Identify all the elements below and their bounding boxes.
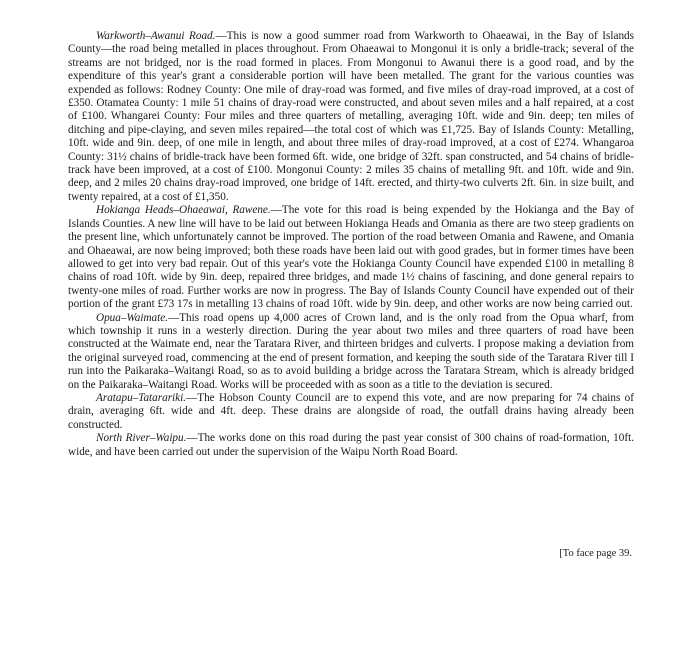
paragraph-text: —This is now a good summer road from Warkworth to Ohaeawai, in the Bay of Islands County—the road being metalled in places throughout. From Ohaeawai to Mongonui it is only a bridle-track; several of the streams are not bridged, nor is the road formed in places. From Mongonui to Awanui there is a good road, and by the expenditure of this year's grant a considerable portion will have been metalled. The grant for the various counties was expended as follows: Rodney County: One mile of dray-road was formed, and five miles of dray-road improved, at a cost of £350. Otamatea County: 1 mile 51 chains of dray-road were constructed, and about seven miles and a half repaired, at a cost of £100. Whangarei County: Four miles and three quarters of metalling, averaging 10ft. wide and 9in. deep; ten miles of ditching and pipe-claying, and seven miles repaired—the total cost of which was £1,725. Bay of Islands County: Metalling, 10ft. wide and 9in. deep, of one mile in length, and about three miles of dray-road improved, at a cost of £274. Whangaroa County: 31½ chains of bridle-track have been formed 6ft. wide, one bridge of 32ft. span constructed, and 54 chains of bridle-track have been improved, at a cost of £100. Mongonui County: 2 miles 35 chains of metalling 9ft. and 10ft. wide and 9in. deep, and 2 miles 20 chains dray-road improved, one bridge of 14ft. erected, and thirty-two culverts 2ft. 6in. in size built, and twenty repaired, at a cost of £1,350. xyxy=(68,30,635,203)
paragraph-text: —This road opens up 4,000 acres of Crown land, and is the only road from the Opua wharf, from which township it runs in a westerly direction. During the year about two miles and three quarters of road have been constructed at the Waimate end, near the Taratara River, and thirteen bridges and culverts. I propose making a deviation from the original surveyed road, commencing at the end of present formation, and keeping the south side of the Taratara River till I run into the Paikaraka–Waitangi Road, so as to avoid building a bridge across the Taratara Stream, which is already bridged on the Paikaraka–Waitangi Road. Works will be proceeded with as soon as a title to the deviation is secured. xyxy=(68,311,634,391)
paragraph-heading: North River–Waipu. xyxy=(96,432,187,445)
paragraph-heading: Aratapu–Tatarariki. xyxy=(96,391,187,404)
paragraph-hokianga-heads xyxy=(68,204,634,311)
paragraph-heading: Warkworth–Awanui Road. xyxy=(96,30,216,42)
paragraph-opua-waimate xyxy=(68,312,634,392)
paragraph-text: —The works done on this road during the past year consist of 300 chains of road-formation, 10ft. wide, and have been carried out under the supervision of the Waipu North Road Board. xyxy=(68,432,634,458)
page-footer-note: [To face page 39. xyxy=(559,548,632,559)
document-body xyxy=(68,30,634,459)
paragraph-text: —The vote for this road is being expended by the Hokianga and the Bay of Islands Counties. A new line will have to be laid out between Hokianga Heads and Omania as there are two steep gradients on the present line, which unfortunately cannot be improved. The portion of the road between Omania and Rawene, and Omania and Ohaeawai, are now being improved; both these roads have been laid out with good grades, but in former times have been allowed to get into very bad repair. Out of this year's vote the Hokianga County Council have expended £100 in metalling 8 chains of road 10ft. wide by 9in. deep, repaired three bridges, and made 1½ chains of fascining, and done general repairs to twenty-one miles of road. Further works are now in progress. The Bay of Islands County Council have expended out of their portion of the grant £73 17s in metalling 13 chains of road 10ft. wide by 9in. deep, and other works are now being carried out. xyxy=(68,204,634,311)
paragraph-text: —The Hobson County Council are to expend this vote, and are now preparing for 74 chains of drain, averaging 6ft. wide and 4ft. deep. These drains are alongside of road, the outfall drains having already been constructed. xyxy=(68,391,634,431)
paragraph-warkworth-awanui xyxy=(68,30,634,204)
paragraph-heading: Hokianga Heads–Ohaeawai, Rawene. xyxy=(96,204,271,217)
paragraph-aratapu-tatarariki xyxy=(68,392,634,432)
paragraph-heading: Opua–Waimate. xyxy=(96,311,168,324)
paragraph-north-river-waipu xyxy=(68,432,634,459)
